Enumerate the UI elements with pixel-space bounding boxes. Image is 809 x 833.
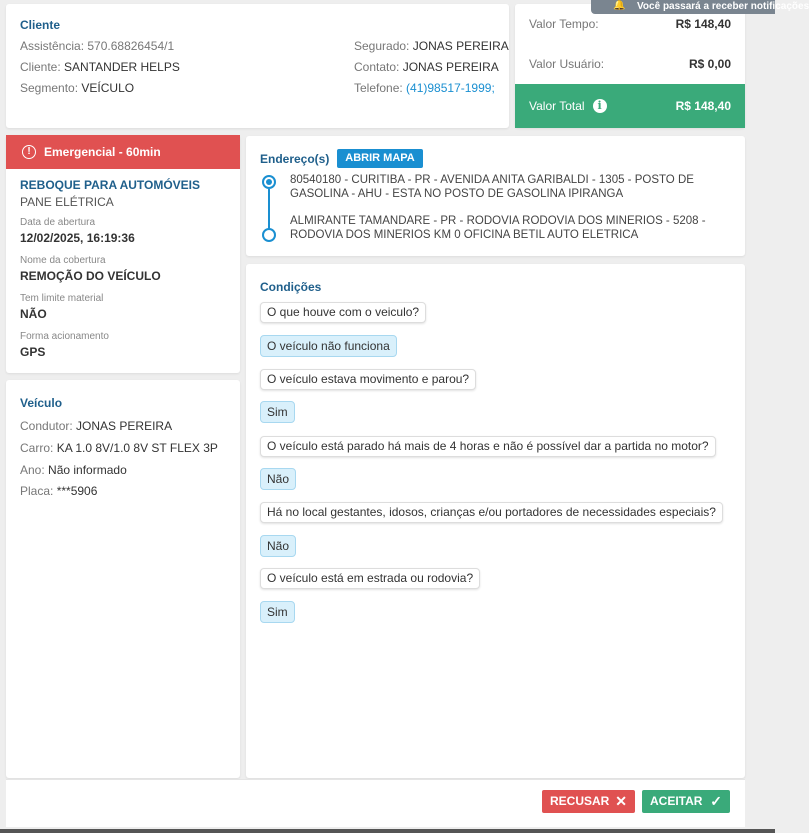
contato-value: JONAS PEREIRA — [402, 60, 499, 74]
assistencia-row: Assistência: 570.68826454/1 — [20, 39, 175, 53]
assistencia-value: 570.68826454/1 — [87, 39, 175, 53]
condition-answer: Não — [260, 468, 296, 490]
check-icon: ✓ — [710, 793, 722, 809]
alert-icon: ! — [22, 145, 36, 159]
client-title: Cliente — [20, 18, 61, 32]
limite-value: NÃO — [20, 307, 47, 321]
service-reason: PANE ELÉTRICA — [20, 195, 114, 209]
valor-tempo: R$ 148,40 — [675, 17, 731, 31]
condition-answer: Sim — [260, 601, 295, 623]
route-line — [268, 189, 270, 229]
acionamento-label: Forma acionamento — [20, 331, 109, 342]
valor-tempo-row: Valor Tempo: R$ 148,40 — [529, 17, 731, 31]
condition-question: O veículo está em estrada ou rodovia? — [260, 568, 480, 589]
condition-answer: Sim — [260, 401, 295, 423]
vehicle-title: Veículo — [20, 396, 63, 410]
segmento-row: Segmento: VEÍCULO — [20, 81, 135, 95]
condition-question: O veículo estava movimento e parou? — [260, 369, 476, 390]
address-title: Endereço(s) — [260, 152, 330, 166]
condition-question: Há no local gestantes, idosos, crianças e/ou portadores de necessidades especiais? — [260, 502, 723, 523]
notification-toast[interactable] — [591, 0, 809, 14]
condition-question: O veículo está parado há mais de 4 horas e não é possível dar a partida no motor? — [260, 436, 716, 457]
limite-label: Tem limite material — [20, 293, 104, 304]
action-footer — [6, 779, 745, 827]
condutor-row: Condutor: JONAS PEREIRA — [20, 419, 173, 433]
segurado-value: JONAS PEREIRA — [412, 39, 509, 53]
service-card — [6, 135, 240, 373]
condition-question: O que houve com o veiculo? — [260, 302, 426, 323]
cliente-row: Cliente: SANTANDER HELPS — [20, 60, 180, 74]
emergency-badge: ! Emergencial - 60min — [6, 135, 240, 169]
conditions-title: Condições — [260, 280, 322, 294]
notification-text: Você passará a receber notificações — [637, 1, 809, 12]
contato-row: Contato: JONAS PEREIRA — [354, 60, 499, 74]
segmento-value: VEÍCULO — [81, 81, 135, 95]
values-card — [515, 4, 745, 128]
abertura-value: 12/02/2025, 16:19:36 — [20, 231, 135, 245]
valor-total-row: Valor Total i R$ 148,40 — [515, 84, 745, 128]
valor-usuario: R$ 0,00 — [688, 57, 731, 71]
address-card — [246, 136, 745, 256]
ano-row: Ano: Não informado — [20, 463, 127, 477]
destination-marker-icon — [262, 228, 276, 242]
service-type: REBOQUE PARA AUTOMÓVEIS — [20, 178, 201, 192]
valor-usuario-row: Valor Usuário: R$ 0,00 — [529, 57, 731, 71]
carro-row: Carro: KA 1.0 8V/1.0 8V ST FLEX 3P — [20, 441, 218, 455]
window-bottom-border — [0, 829, 775, 833]
conditions-card — [246, 264, 745, 778]
telefone-row: Telefone: (41)98517-1999; — [354, 81, 495, 95]
abertura-label: Data de abertura — [20, 217, 96, 228]
origin-marker-icon — [262, 175, 276, 189]
condition-answer: Não — [260, 535, 296, 557]
valor-total: R$ 148,40 — [675, 99, 731, 113]
client-card — [6, 4, 509, 128]
reject-button[interactable]: RECUSAR ✕ — [542, 790, 635, 813]
cliente-value: SANTANDER HELPS — [64, 60, 180, 74]
cobertura-label: Nome da cobertura — [20, 255, 106, 266]
condition-answer: O veículo não funciona — [260, 335, 397, 357]
acionamento-value: GPS — [20, 345, 46, 359]
origin-address: 80540180 - CURITIBA - PR - AVENIDA ANITA GARIBALDI - 1305 - POSTO DE GASOLINA - AHU - ESTA NO POSTO DE GASOLINA IPIRANGA — [290, 174, 694, 200]
bell-icon: 🔔 — [613, 0, 626, 11]
cobertura-value: REMOÇÃO DO VEÍCULO — [20, 269, 161, 283]
segurado-row: Segurado: JONAS PEREIRA — [354, 39, 509, 53]
close-icon: ✕ — [615, 793, 627, 809]
telefone-link[interactable]: (41)98517-1999; — [406, 81, 495, 95]
accept-button[interactable]: ACEITAR ✓ — [642, 790, 730, 813]
open-map-button[interactable]: ABRIR MAPA — [337, 149, 423, 168]
vehicle-card — [6, 380, 240, 778]
placa-row: Placa: ***5906 — [20, 484, 98, 498]
info-icon[interactable]: i — [593, 99, 607, 113]
destination-address: ALMIRANTE TAMANDARE - PR - RODOVIA RODOVIA DOS MINERIOS - 5208 - RODOVIA DOS MINERIOS KM 0 OFICINA BETIL AUTO ELETRICA — [290, 215, 706, 241]
